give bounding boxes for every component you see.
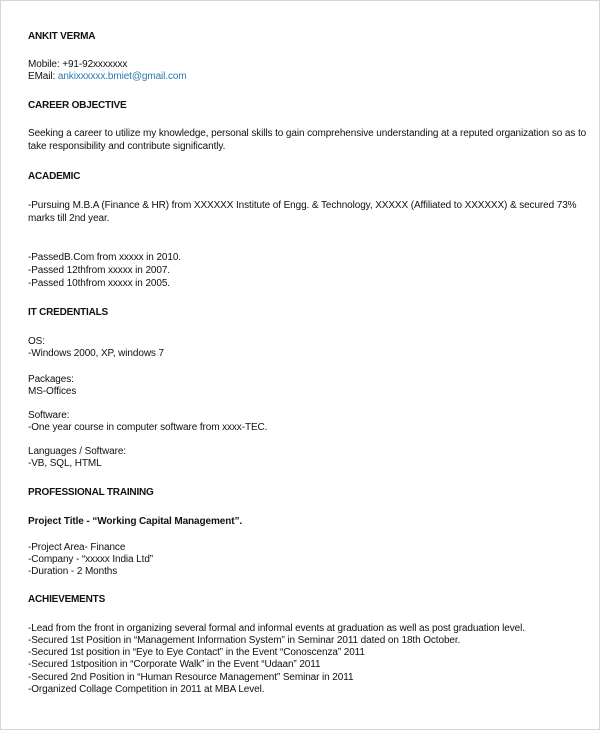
section-heading-achievements: ACHIEVEMENTS xyxy=(28,594,106,605)
academic-item: -Passed 12thfrom xxxxx in 2007. xyxy=(28,265,170,276)
achievement-item: -Secured 1st position in “Eye to Eye Contact” in the Event “Conoscenza” 2011 xyxy=(28,647,365,658)
training-detail: -Project Area- Finance xyxy=(28,542,126,553)
mobile-label: Mobile: xyxy=(28,59,63,70)
objective-line: take responsibility and contribute significantly. xyxy=(28,141,226,152)
academic-mba-line: marks till 2nd year. xyxy=(28,213,110,224)
achievement-item: -Secured 1stposition in “Corporate Walk” in the Event “Udaan” 2011 xyxy=(28,659,321,670)
training-detail: -Company - “xxxxx India Ltd” xyxy=(28,554,154,565)
it-group-value: -One year course in computer software from xxxx-TEC. xyxy=(28,422,268,433)
mobile-value: +91-92xxxxxxx xyxy=(62,59,128,70)
section-heading-professional-training: PROFESSIONAL TRAINING xyxy=(28,487,154,498)
it-group-value: MS-Offices xyxy=(28,386,77,397)
achievement-item: -Secured 2nd Position in “Human Resource Management” Seminar in 2011 xyxy=(28,672,354,683)
mobile-line xyxy=(28,59,127,72)
academic-item: -Passed 10thfrom xxxxx in 2005. xyxy=(28,278,170,289)
candidate-name: ANKIT VERMA xyxy=(28,31,96,42)
section-heading-academic: ACADEMIC xyxy=(28,171,81,182)
email-link[interactable]: ankixxxxxx.bmiet@gmail.com xyxy=(57,71,187,82)
it-group-label: Languages / Software: xyxy=(28,446,126,457)
achievement-item: -Organized Collage Competition in 2011 at MBA Level. xyxy=(28,684,265,695)
achievement-item: -Secured 1st Position in “Management Information System” in Seminar 2011 dated on 18th October. xyxy=(28,635,461,646)
it-group-value: -Windows 2000, XP, windows 7 xyxy=(28,348,164,359)
section-heading-career-objective: CAREER OBJECTIVE xyxy=(28,100,127,111)
section-heading-it-credentials: IT CREDENTIALS xyxy=(28,307,108,318)
it-group-label: Software: xyxy=(28,410,70,421)
achievement-item: -Lead from the front in organizing several formal and informal events at graduation as well as post graduation level. xyxy=(28,623,525,634)
project-title: Project Title - “Working Capital Management”. xyxy=(28,516,243,527)
academic-item: -PassedB.Com from xxxxx in 2010. xyxy=(28,252,181,263)
it-group-value: -VB, SQL, HTML xyxy=(28,458,102,469)
it-group-label: Packages: xyxy=(28,374,74,385)
it-group-label: OS: xyxy=(28,336,45,347)
objective-line: Seeking a career to utilize my knowledge, personal skills to gain comprehensive understanding at a reputed organization so as to xyxy=(28,128,587,139)
email-line xyxy=(28,71,187,84)
email-label: EMail: xyxy=(28,71,58,82)
academic-mba-line: -Pursuing M.B.A (Finance & HR) from XXXXXX Institute of Engg. & Technology, XXXXX (Affiliated to XXXXXX) & secured 73% xyxy=(28,200,577,211)
training-detail: -Duration - 2 Months xyxy=(28,566,118,577)
